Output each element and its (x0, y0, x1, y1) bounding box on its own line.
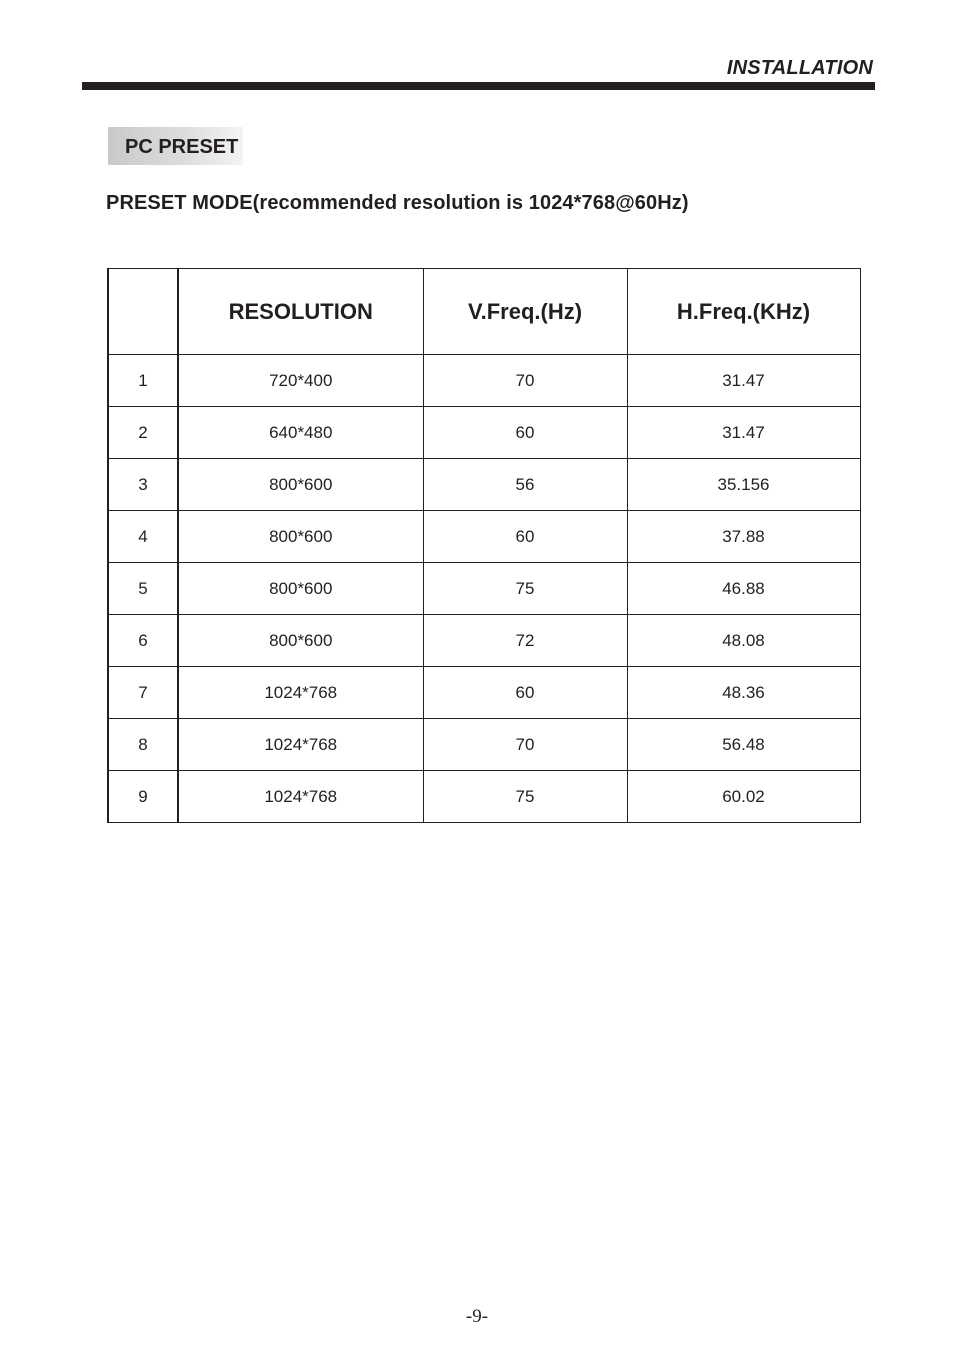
row-vfreq: 60 (423, 407, 627, 459)
row-number: 2 (108, 407, 178, 459)
row-vfreq: 70 (423, 719, 627, 771)
row-number: 6 (108, 615, 178, 667)
page-number: -9- (465, 1306, 489, 1327)
row-vfreq: 75 (423, 771, 627, 823)
section-header: INSTALLATION (726, 57, 873, 79)
row-resolution: 720*400 (178, 355, 423, 407)
column-header-resolution: RESOLUTION (178, 269, 423, 355)
pc-preset-badge-label: PC PRESET (125, 136, 239, 158)
row-hfreq: 60.02 (627, 771, 860, 823)
table-row (108, 355, 860, 407)
row-hfreq: 35.156 (627, 459, 860, 511)
table-row (108, 511, 860, 563)
preset-mode-table (107, 268, 861, 823)
table-row (108, 407, 860, 459)
column-header-number (108, 269, 178, 355)
table-row (108, 771, 860, 823)
table-row (108, 719, 860, 771)
row-number: 3 (108, 459, 178, 511)
row-vfreq: 56 (423, 459, 627, 511)
row-resolution: 800*600 (178, 615, 423, 667)
row-resolution: 800*600 (178, 511, 423, 563)
row-resolution: 800*600 (178, 459, 423, 511)
column-header-vfreq: V.Freq.(Hz) (423, 269, 627, 355)
row-hfreq: 48.08 (627, 615, 860, 667)
row-resolution: 640*480 (178, 407, 423, 459)
row-vfreq: 60 (423, 667, 627, 719)
row-resolution: 1024*768 (178, 771, 423, 823)
row-number: 7 (108, 667, 178, 719)
row-hfreq: 31.47 (627, 407, 860, 459)
row-hfreq: 31.47 (627, 355, 860, 407)
row-vfreq: 72 (423, 615, 627, 667)
table-row (108, 563, 860, 615)
row-number: 4 (108, 511, 178, 563)
row-resolution: 1024*768 (178, 719, 423, 771)
header-rule (82, 82, 875, 90)
row-hfreq: 46.88 (627, 563, 860, 615)
row-hfreq: 37.88 (627, 511, 860, 563)
row-resolution: 800*600 (178, 563, 423, 615)
row-number: 8 (108, 719, 178, 771)
row-hfreq: 48.36 (627, 667, 860, 719)
row-hfreq: 56.48 (627, 719, 860, 771)
row-vfreq: 75 (423, 563, 627, 615)
preset-mode-title: PRESET MODE(recommended resolution is 1024*768@60Hz) (106, 192, 689, 214)
row-number: 1 (108, 355, 178, 407)
row-resolution: 1024*768 (178, 667, 423, 719)
table-row (108, 667, 860, 719)
row-number: 9 (108, 771, 178, 823)
table-row (108, 615, 860, 667)
table-header-row (108, 269, 860, 355)
row-number: 5 (108, 563, 178, 615)
pc-preset-badge (108, 127, 243, 165)
table-row (108, 459, 860, 511)
row-vfreq: 60 (423, 511, 627, 563)
row-vfreq: 70 (423, 355, 627, 407)
column-header-hfreq: H.Freq.(KHz) (627, 269, 860, 355)
